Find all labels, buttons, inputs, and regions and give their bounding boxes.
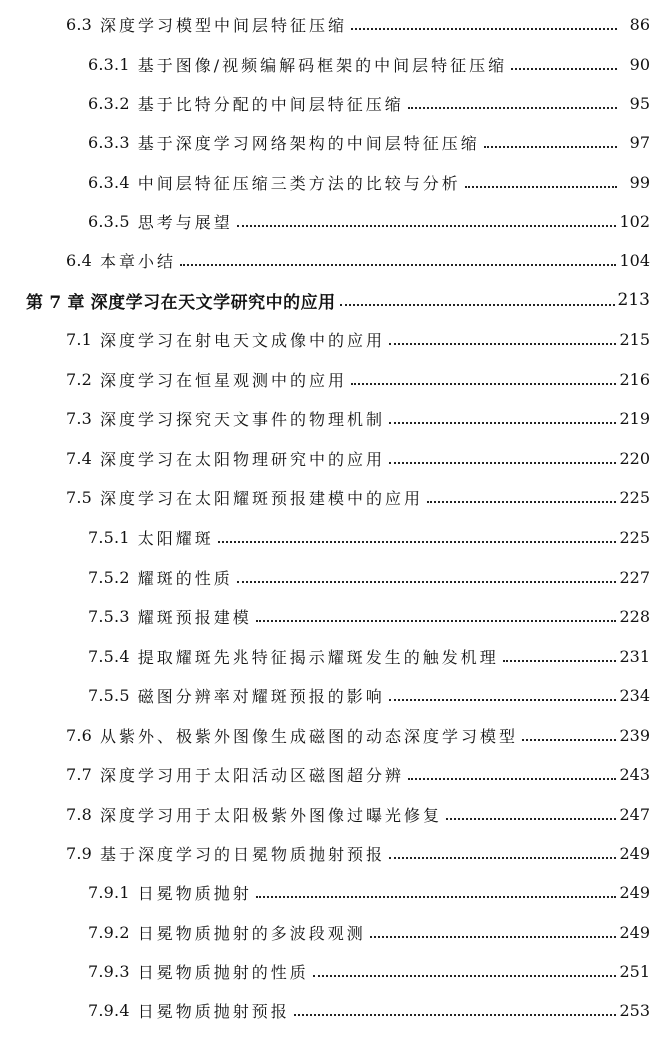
section-number: 6.3.1 — [88, 54, 130, 74]
dot-leader — [446, 818, 616, 820]
section-title: 耀斑预报建模 — [137, 607, 252, 627]
section-title: 思考与展望 — [137, 212, 233, 232]
section-title: 日冕物质抛射预报 — [137, 1001, 290, 1021]
dot-leader — [389, 699, 617, 701]
toc-entry[interactable] — [88, 641, 650, 671]
section-number: 6.3.3 — [88, 132, 130, 152]
section-title: 日冕物质抛射 — [137, 883, 252, 903]
page-number: 102 — [619, 211, 650, 231]
section-number: 7.1 — [66, 329, 93, 349]
section-title: 深度学习在太阳物理研究中的应用 — [100, 449, 386, 469]
page-number: 99 — [629, 172, 650, 192]
section-title: 磁图分辨率对耀斑预报的影响 — [137, 686, 385, 706]
page-number: 104 — [619, 250, 650, 270]
chapter-title: 深度学习在天文学研究中的应用 — [90, 292, 336, 313]
section-title: 日冕物质抛射的性质 — [137, 962, 309, 982]
section-number: 7.4 — [66, 448, 93, 468]
toc-entry[interactable] — [66, 324, 650, 354]
page-number: 243 — [619, 764, 650, 784]
dot-leader — [351, 28, 617, 30]
chapter-entry[interactable] — [26, 285, 650, 315]
toc-entry[interactable] — [88, 917, 650, 947]
page-number: 249 — [619, 882, 650, 902]
dot-leader — [237, 225, 617, 227]
page-number: 97 — [629, 132, 650, 152]
toc-entry[interactable] — [88, 49, 650, 79]
dot-leader — [465, 186, 617, 188]
dot-leader — [180, 264, 616, 266]
dot-leader — [389, 462, 616, 464]
toc-entry[interactable] — [66, 482, 650, 512]
section-number: 6.3.4 — [88, 172, 130, 192]
dot-leader — [484, 146, 617, 148]
dot-leader — [294, 1014, 617, 1016]
page-number: 213 — [617, 290, 650, 310]
toc-entry[interactable] — [66, 720, 650, 750]
dot-leader — [503, 660, 617, 662]
section-number: 7.9.2 — [88, 922, 130, 942]
page-number: 227 — [619, 567, 650, 587]
section-number: 7.2 — [66, 369, 93, 389]
section-title: 深度学习在恒星观测中的应用 — [100, 370, 348, 390]
toc-entry[interactable] — [88, 127, 650, 157]
page-number: 215 — [619, 329, 650, 349]
toc-entry[interactable] — [88, 601, 650, 631]
page-number: 247 — [619, 804, 650, 824]
dot-leader — [256, 896, 617, 898]
section-number: 7.9.3 — [88, 961, 130, 981]
section-title: 基于比特分配的中间层特征压缩 — [137, 94, 404, 114]
section-title: 深度学习在太阳耀斑预报建模中的应用 — [100, 488, 424, 508]
section-title: 本章小结 — [100, 251, 177, 271]
section-title: 深度学习用于太阳极紫外图像过曝光修复 — [100, 805, 443, 825]
page-number: 253 — [619, 1000, 650, 1020]
toc-entry[interactable] — [66, 443, 650, 473]
section-title: 提取耀斑先兆特征揭示耀斑发生的触发机理 — [137, 647, 499, 667]
section-number: 7.8 — [66, 804, 93, 824]
dot-leader — [218, 541, 617, 543]
dot-leader — [237, 581, 617, 583]
section-number: 7.5 — [66, 487, 93, 507]
section-number: 6.3.5 — [88, 211, 130, 231]
page-number: 225 — [619, 487, 650, 507]
toc-entry[interactable] — [88, 206, 650, 236]
section-number: 6.3 — [66, 14, 93, 34]
section-title: 日冕物质抛射的多波段观测 — [137, 923, 366, 943]
toc-entry[interactable] — [88, 995, 650, 1025]
page-number: 86 — [629, 14, 650, 34]
section-number: 7.5.1 — [88, 527, 130, 547]
page-number: 234 — [619, 685, 650, 705]
section-title: 耀斑的性质 — [137, 568, 233, 588]
dot-leader — [511, 68, 617, 70]
toc-entry[interactable] — [88, 877, 650, 907]
dot-leader — [340, 304, 615, 306]
section-number: 7.5.4 — [88, 646, 130, 666]
page-number: 219 — [619, 408, 650, 428]
toc-entry[interactable] — [88, 88, 650, 118]
dot-leader — [256, 620, 617, 622]
page-number: 231 — [619, 646, 650, 666]
dot-leader — [389, 422, 616, 424]
section-number: 7.7 — [66, 764, 93, 784]
section-title: 深度学习探究天文事件的物理机制 — [100, 409, 386, 429]
toc-entry[interactable] — [66, 9, 650, 39]
page-number: 225 — [619, 527, 650, 547]
section-title: 深度学习在射电天文成像中的应用 — [100, 330, 386, 350]
section-title: 太阳耀斑 — [137, 528, 214, 548]
section-number: 7.5.5 — [88, 685, 130, 705]
toc-entry[interactable] — [66, 759, 650, 789]
dot-leader — [313, 975, 617, 977]
section-title: 基于图像/视频编解码框架的中间层特征压缩 — [137, 55, 508, 75]
section-title: 基于深度学习网络架构的中间层特征压缩 — [137, 133, 480, 153]
toc-entry[interactable] — [66, 799, 650, 829]
dot-leader — [389, 857, 616, 859]
toc-entry[interactable] — [88, 956, 650, 986]
section-title: 深度学习模型中间层特征压缩 — [100, 15, 348, 35]
dot-leader — [389, 343, 616, 345]
dot-leader — [351, 383, 616, 385]
section-title: 基于深度学习的日冕物质抛射预报 — [100, 844, 386, 864]
section-number: 7.5.3 — [88, 606, 130, 626]
page-number: 228 — [619, 606, 650, 626]
toc-entry[interactable] — [66, 364, 650, 394]
section-title: 中间层特征压缩三类方法的比较与分析 — [137, 173, 461, 193]
toc-entry[interactable] — [88, 680, 650, 710]
section-number: 7.5.2 — [88, 567, 130, 587]
page-number: 90 — [629, 54, 650, 74]
page-number: 249 — [619, 843, 650, 863]
section-number: 6.4 — [66, 250, 93, 270]
section-number: 7.9.1 — [88, 882, 130, 902]
section-number: 7.9.4 — [88, 1000, 130, 1020]
page-number: 239 — [619, 725, 650, 745]
dot-leader — [522, 739, 616, 741]
page-number: 249 — [619, 922, 650, 942]
dot-leader — [408, 778, 616, 780]
section-number: 7.3 — [66, 408, 93, 428]
page-number: 216 — [619, 369, 650, 389]
page-number: 220 — [619, 448, 650, 468]
dot-leader — [370, 936, 617, 938]
page-number: 251 — [619, 961, 650, 981]
toc-entry[interactable] — [66, 403, 650, 433]
page-number: 95 — [629, 93, 650, 113]
toc-entry[interactable] — [88, 167, 650, 197]
section-number: 7.9 — [66, 843, 93, 863]
section-number: 7.6 — [66, 725, 93, 745]
toc-entry[interactable] — [66, 245, 650, 275]
dot-leader — [427, 501, 616, 503]
toc-entry[interactable] — [88, 522, 650, 552]
toc-entry[interactable] — [88, 562, 650, 592]
chapter-number: 第 7 章 — [26, 292, 85, 313]
section-title: 深度学习用于太阳活动区磁图超分辨 — [100, 765, 405, 785]
toc-entry[interactable] — [66, 838, 650, 868]
section-title: 从紫外、极紫外图像生成磁图的动态深度学习模型 — [100, 726, 519, 746]
section-number: 6.3.2 — [88, 93, 130, 113]
dot-leader — [408, 107, 617, 109]
